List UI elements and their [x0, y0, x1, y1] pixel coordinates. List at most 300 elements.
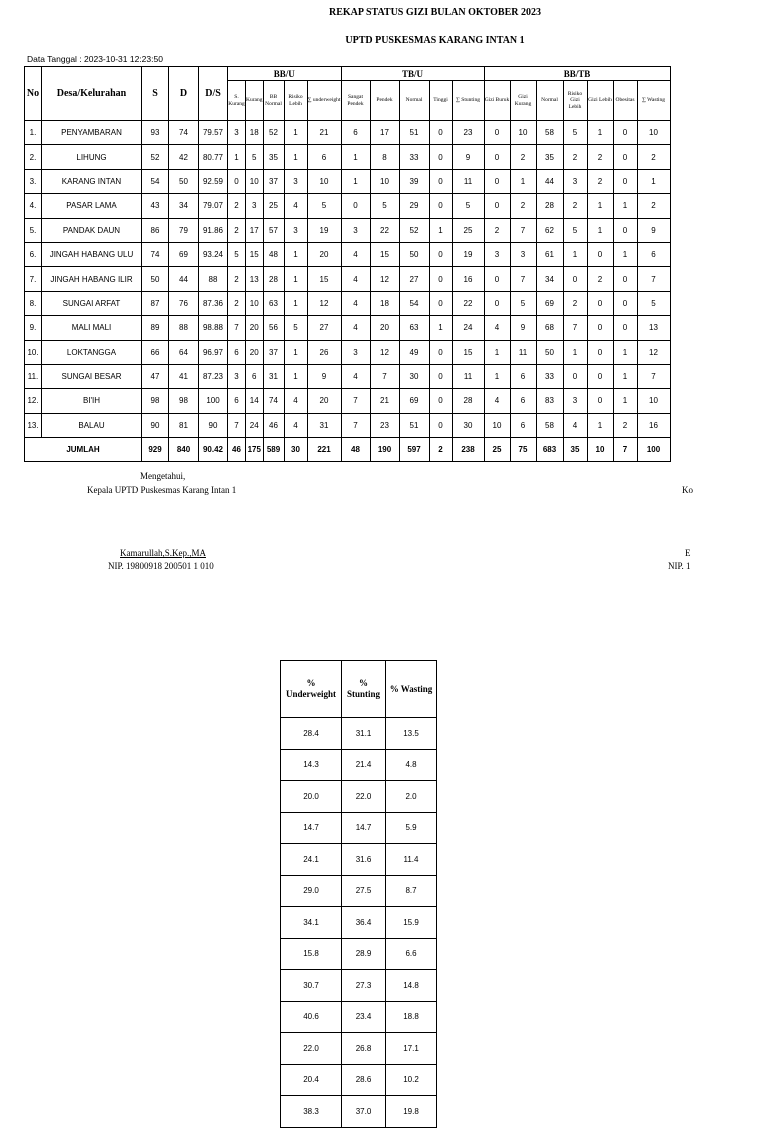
row-value: 15 — [246, 242, 264, 266]
row-s: 89 — [142, 316, 169, 340]
row-village-name: PANDAK DAUN — [42, 218, 142, 242]
row-d: 64 — [169, 340, 199, 364]
pct-row — [281, 1001, 437, 1033]
sub-col-header: Obesitas — [613, 81, 637, 121]
row-number: 6. — [25, 242, 42, 266]
row-value: 5 — [370, 194, 399, 218]
sub-col-header: Kurang — [246, 81, 264, 121]
row-value: 0 — [613, 121, 637, 145]
row-value: 7 — [563, 316, 587, 340]
row-value: 0 — [429, 121, 452, 145]
row-village-name: BALAU — [42, 413, 142, 437]
row-value: 3 — [246, 194, 264, 218]
sub-col-header: Tinggi — [429, 81, 452, 121]
sub-col-header: ∑ Stunting — [452, 81, 484, 121]
row-value: 14 — [246, 389, 264, 413]
sub-col-header: Risiko Gizi Lebih — [563, 81, 587, 121]
row-value: 11 — [510, 340, 536, 364]
row-value: 35 — [536, 145, 563, 169]
row-value: 7 — [228, 316, 246, 340]
row-value: 21 — [370, 389, 399, 413]
row-value: 4 — [484, 316, 510, 340]
pct-row — [281, 749, 437, 781]
row-value: 1 — [587, 194, 613, 218]
row-value: 3 — [563, 389, 587, 413]
row-value: 3 — [228, 121, 246, 145]
row-value: 3 — [284, 218, 307, 242]
row-value: 0 — [613, 291, 637, 315]
row-value: 2 — [587, 169, 613, 193]
pct-value: 8.7 — [386, 875, 437, 907]
row-village-name: JINGAH HABANG ILIR — [42, 267, 142, 291]
row-number: 10. — [25, 340, 42, 364]
table-row — [25, 340, 671, 364]
row-value: 1 — [587, 121, 613, 145]
nutrition-status-table — [24, 66, 671, 462]
pct-value: 6.6 — [386, 938, 437, 970]
row-value: 4 — [341, 291, 370, 315]
total-value: 7 — [613, 438, 637, 462]
row-value: 29 — [399, 194, 429, 218]
row-value: 8 — [370, 145, 399, 169]
row-village-name: BI'IH — [42, 389, 142, 413]
row-value: 2 — [510, 145, 536, 169]
row-value: 25 — [263, 194, 284, 218]
row-value: 7 — [370, 364, 399, 388]
row-value: 26 — [307, 340, 341, 364]
sub-col-header: Sangat Pendek — [341, 81, 370, 121]
row-value: 6 — [510, 389, 536, 413]
pct-value: 26.8 — [342, 1033, 386, 1065]
row-value: 12 — [370, 340, 399, 364]
row-value: 28 — [536, 194, 563, 218]
pct-row — [281, 875, 437, 907]
row-value: 1 — [284, 121, 307, 145]
total-d: 840 — [169, 438, 199, 462]
row-value: 1 — [284, 145, 307, 169]
row-value: 3 — [284, 169, 307, 193]
row-value: 30 — [452, 413, 484, 437]
row-value: 0 — [563, 364, 587, 388]
total-value: 10 — [587, 438, 613, 462]
row-village-name: LOKTANGGA — [42, 340, 142, 364]
table-row — [25, 413, 671, 437]
row-value: 0 — [587, 364, 613, 388]
row-value: 63 — [263, 291, 284, 315]
row-value: 5 — [246, 145, 264, 169]
col-d: D — [169, 67, 199, 121]
row-value: 27 — [399, 267, 429, 291]
row-value: 0 — [429, 169, 452, 193]
group-bbu: BB/U — [228, 67, 342, 81]
total-value: 100 — [637, 438, 670, 462]
row-village-name: LIHUNG — [42, 145, 142, 169]
row-value: 51 — [399, 121, 429, 145]
row-ds: 79.57 — [199, 121, 228, 145]
row-value: 0 — [484, 194, 510, 218]
row-value: 7 — [341, 413, 370, 437]
pct-value: 14.8 — [386, 970, 437, 1002]
row-value: 0 — [429, 389, 452, 413]
row-d: 69 — [169, 242, 199, 266]
row-value: 0 — [484, 145, 510, 169]
pct-value: 5.9 — [386, 812, 437, 844]
total-s: 929 — [142, 438, 169, 462]
row-value: 10 — [246, 291, 264, 315]
row-d: 98 — [169, 389, 199, 413]
row-value: 2 — [563, 194, 587, 218]
pct-value: 40.6 — [281, 1001, 342, 1033]
row-value: 7 — [637, 364, 670, 388]
table-row — [25, 389, 671, 413]
row-value: 13 — [246, 267, 264, 291]
table-row — [25, 364, 671, 388]
pct-value: 2.0 — [386, 781, 437, 813]
group-tbu: TB/U — [341, 67, 484, 81]
row-number: 11. — [25, 364, 42, 388]
pct-row — [281, 1096, 437, 1128]
row-value: 11 — [452, 364, 484, 388]
row-value: 1 — [284, 340, 307, 364]
row-value: 15 — [452, 340, 484, 364]
row-value: 52 — [399, 218, 429, 242]
row-d: 81 — [169, 413, 199, 437]
row-value: 0 — [484, 267, 510, 291]
row-value: 50 — [536, 340, 563, 364]
row-value: 5 — [307, 194, 341, 218]
row-value: 58 — [536, 121, 563, 145]
row-d: 34 — [169, 194, 199, 218]
pct-value: 20.4 — [281, 1064, 342, 1096]
pct-col-wasting: % Wasting — [386, 661, 437, 718]
row-value: 20 — [370, 316, 399, 340]
row-value: 0 — [613, 316, 637, 340]
pct-value: 27.3 — [342, 970, 386, 1002]
row-value: 12 — [370, 267, 399, 291]
pct-value: 21.4 — [342, 749, 386, 781]
row-value: 2 — [228, 218, 246, 242]
row-village-name: SUNGAI ARFAT — [42, 291, 142, 315]
row-value: 2 — [228, 267, 246, 291]
pct-value: 18.8 — [386, 1001, 437, 1033]
row-number: 12. — [25, 389, 42, 413]
total-row — [25, 438, 671, 462]
row-number: 3. — [25, 169, 42, 193]
row-value: 39 — [399, 169, 429, 193]
row-value: 4 — [484, 389, 510, 413]
row-value: 50 — [399, 242, 429, 266]
col-no: No — [25, 67, 42, 121]
row-value: 0 — [563, 267, 587, 291]
row-value: 30 — [399, 364, 429, 388]
row-value: 2 — [637, 194, 670, 218]
sub-col-header: Risiko Lebih — [284, 81, 307, 121]
row-value: 28 — [452, 389, 484, 413]
row-value: 54 — [399, 291, 429, 315]
row-value: 5 — [228, 242, 246, 266]
pct-value: 20.0 — [281, 781, 342, 813]
row-value: 23 — [370, 413, 399, 437]
total-value: 2 — [429, 438, 452, 462]
pct-row — [281, 907, 437, 939]
row-value: 0 — [429, 364, 452, 388]
row-value: 6 — [510, 413, 536, 437]
total-value: 683 — [536, 438, 563, 462]
pct-value: 13.5 — [386, 718, 437, 750]
row-d: 79 — [169, 218, 199, 242]
signature-role: Kepala UPTD Puskesmas Karang Intan 1 — [87, 485, 237, 495]
row-value: 6 — [246, 364, 264, 388]
row-value: 2 — [563, 145, 587, 169]
row-value: 0 — [484, 121, 510, 145]
row-value: 74 — [263, 389, 284, 413]
pct-value: 29.0 — [281, 875, 342, 907]
pct-value: 15.8 — [281, 938, 342, 970]
row-value: 9 — [307, 364, 341, 388]
row-value: 12 — [307, 291, 341, 315]
pct-col-underweight: % Underweight — [281, 661, 342, 718]
row-value: 34 — [536, 267, 563, 291]
row-value: 1 — [613, 242, 637, 266]
table-row — [25, 218, 671, 242]
pct-value: 34.1 — [281, 907, 342, 939]
table-row — [25, 242, 671, 266]
row-value: 17 — [370, 121, 399, 145]
row-value: 31 — [307, 413, 341, 437]
row-value: 2 — [613, 413, 637, 437]
row-value: 19 — [452, 242, 484, 266]
row-value: 4 — [284, 389, 307, 413]
row-value: 1 — [429, 316, 452, 340]
row-value: 49 — [399, 340, 429, 364]
row-value: 6 — [228, 340, 246, 364]
sub-col-header: Normal — [399, 81, 429, 121]
report-subtitle: UPTD PUSKESMAS KARANG INTAN 1 — [345, 35, 525, 46]
row-village-name: SUNGAI BESAR — [42, 364, 142, 388]
row-value: 0 — [429, 291, 452, 315]
total-value: 589 — [263, 438, 284, 462]
pct-value: 11.4 — [386, 844, 437, 876]
pct-value: 19.8 — [386, 1096, 437, 1128]
row-ds: 90 — [199, 413, 228, 437]
sub-col-header: Normal — [536, 81, 563, 121]
row-s: 52 — [142, 145, 169, 169]
row-value: 63 — [399, 316, 429, 340]
row-value: 28 — [263, 267, 284, 291]
row-value: 10 — [637, 389, 670, 413]
row-value: 69 — [536, 291, 563, 315]
row-value: 0 — [587, 242, 613, 266]
row-value: 20 — [246, 316, 264, 340]
row-value: 0 — [429, 242, 452, 266]
row-d: 44 — [169, 267, 199, 291]
row-value: 48 — [263, 242, 284, 266]
row-value: 10 — [246, 169, 264, 193]
row-value: 1 — [228, 145, 246, 169]
row-value: 1 — [284, 242, 307, 266]
row-value: 33 — [399, 145, 429, 169]
pct-value: 22.0 — [281, 1033, 342, 1065]
table-row — [25, 291, 671, 315]
row-value: 1 — [613, 340, 637, 364]
row-ds: 92.59 — [199, 169, 228, 193]
row-value: 0 — [587, 291, 613, 315]
row-value: 1 — [284, 291, 307, 315]
row-ds: 93.24 — [199, 242, 228, 266]
row-value: 4 — [341, 242, 370, 266]
row-s: 98 — [142, 389, 169, 413]
row-value: 2 — [563, 291, 587, 315]
row-value: 18 — [370, 291, 399, 315]
row-value: 0 — [228, 169, 246, 193]
row-ds: 87.36 — [199, 291, 228, 315]
row-value: 0 — [484, 291, 510, 315]
row-value: 9 — [510, 316, 536, 340]
signature-right-role: Ko — [682, 485, 693, 495]
row-value: 9 — [452, 145, 484, 169]
row-value: 4 — [341, 267, 370, 291]
table-row — [25, 316, 671, 340]
row-value: 7 — [637, 267, 670, 291]
row-value: 1 — [341, 169, 370, 193]
row-village-name: MALI MALI — [42, 316, 142, 340]
row-value: 44 — [536, 169, 563, 193]
row-value: 33 — [536, 364, 563, 388]
row-value: 3 — [563, 169, 587, 193]
pct-value: 27.5 — [342, 875, 386, 907]
row-value: 1 — [613, 389, 637, 413]
pct-value: 28.9 — [342, 938, 386, 970]
row-value: 16 — [452, 267, 484, 291]
row-value: 62 — [536, 218, 563, 242]
sub-col-header: ∑ Wasting — [637, 81, 670, 121]
row-value: 5 — [284, 316, 307, 340]
pct-row — [281, 844, 437, 876]
row-number: 1. — [25, 121, 42, 145]
pct-value: 38.3 — [281, 1096, 342, 1128]
table-row — [25, 194, 671, 218]
row-value: 31 — [263, 364, 284, 388]
row-value: 5 — [452, 194, 484, 218]
row-value: 22 — [370, 218, 399, 242]
pct-value: 31.1 — [342, 718, 386, 750]
signature-right-nip: NIP. 1 — [668, 561, 691, 571]
row-number: 2. — [25, 145, 42, 169]
row-value: 6 — [341, 121, 370, 145]
row-number: 13. — [25, 413, 42, 437]
row-value: 1 — [510, 169, 536, 193]
row-value: 24 — [452, 316, 484, 340]
row-value: 1 — [637, 169, 670, 193]
row-number: 7. — [25, 267, 42, 291]
row-value: 4 — [284, 194, 307, 218]
sub-col-header: Pendek — [370, 81, 399, 121]
row-value: 20 — [246, 340, 264, 364]
row-s: 90 — [142, 413, 169, 437]
row-value: 16 — [637, 413, 670, 437]
row-ds: 100 — [199, 389, 228, 413]
row-ds: 79.07 — [199, 194, 228, 218]
row-value: 56 — [263, 316, 284, 340]
row-s: 87 — [142, 291, 169, 315]
row-ds: 80.77 — [199, 145, 228, 169]
row-value: 5 — [510, 291, 536, 315]
row-village-name: PENYAMBARAN — [42, 121, 142, 145]
pct-value: 24.1 — [281, 844, 342, 876]
row-value: 3 — [484, 242, 510, 266]
row-value: 11 — [452, 169, 484, 193]
row-value: 3 — [510, 242, 536, 266]
total-value: 175 — [246, 438, 264, 462]
row-value: 10 — [637, 121, 670, 145]
total-value: 190 — [370, 438, 399, 462]
row-value: 46 — [263, 413, 284, 437]
pct-value: 10.2 — [386, 1064, 437, 1096]
row-value: 0 — [613, 267, 637, 291]
sub-col-header: S. Kurang — [228, 81, 246, 121]
row-value: 21 — [307, 121, 341, 145]
total-value: 35 — [563, 438, 587, 462]
pct-value: 14.7 — [342, 812, 386, 844]
row-value: 10 — [370, 169, 399, 193]
row-village-name: PASAR LAMA — [42, 194, 142, 218]
sub-col-header: Gizi Kurang — [510, 81, 536, 121]
row-s: 50 — [142, 267, 169, 291]
total-ds: 90.42 — [199, 438, 228, 462]
row-value: 1 — [613, 194, 637, 218]
row-value: 58 — [536, 413, 563, 437]
row-value: 1 — [484, 340, 510, 364]
row-value: 1 — [429, 218, 452, 242]
row-value: 51 — [399, 413, 429, 437]
data-date: Data Tanggal : 2023-10-31 12:23:50 — [27, 54, 163, 64]
row-value: 4 — [563, 413, 587, 437]
row-value: 7 — [510, 267, 536, 291]
group-bbtb: BB/TB — [484, 67, 670, 81]
pct-row — [281, 781, 437, 813]
row-value: 20 — [307, 242, 341, 266]
row-value: 57 — [263, 218, 284, 242]
col-desa: Desa/Kelurahan — [42, 67, 142, 121]
row-s: 54 — [142, 169, 169, 193]
signature-right-name: E — [685, 548, 691, 558]
row-value: 12 — [637, 340, 670, 364]
total-value: 221 — [307, 438, 341, 462]
row-value: 1 — [341, 145, 370, 169]
row-value: 1 — [284, 364, 307, 388]
row-value: 2 — [637, 145, 670, 169]
pct-value: 17.1 — [386, 1033, 437, 1065]
table-row — [25, 169, 671, 193]
row-value: 52 — [263, 121, 284, 145]
pct-value: 15.9 — [386, 907, 437, 939]
pct-value: 14.3 — [281, 749, 342, 781]
row-value: 1 — [613, 364, 637, 388]
row-value: 17 — [246, 218, 264, 242]
row-value: 19 — [307, 218, 341, 242]
row-value: 2 — [228, 291, 246, 315]
row-value: 2 — [484, 218, 510, 242]
row-value: 20 — [307, 389, 341, 413]
signature-known: Mengetahui, — [140, 471, 186, 481]
pct-value: 30.7 — [281, 970, 342, 1002]
row-s: 47 — [142, 364, 169, 388]
row-value: 7 — [341, 389, 370, 413]
row-value: 1 — [284, 267, 307, 291]
row-value: 9 — [637, 218, 670, 242]
pct-value: 23.4 — [342, 1001, 386, 1033]
sub-col-header: ∑ underweight — [307, 81, 341, 121]
